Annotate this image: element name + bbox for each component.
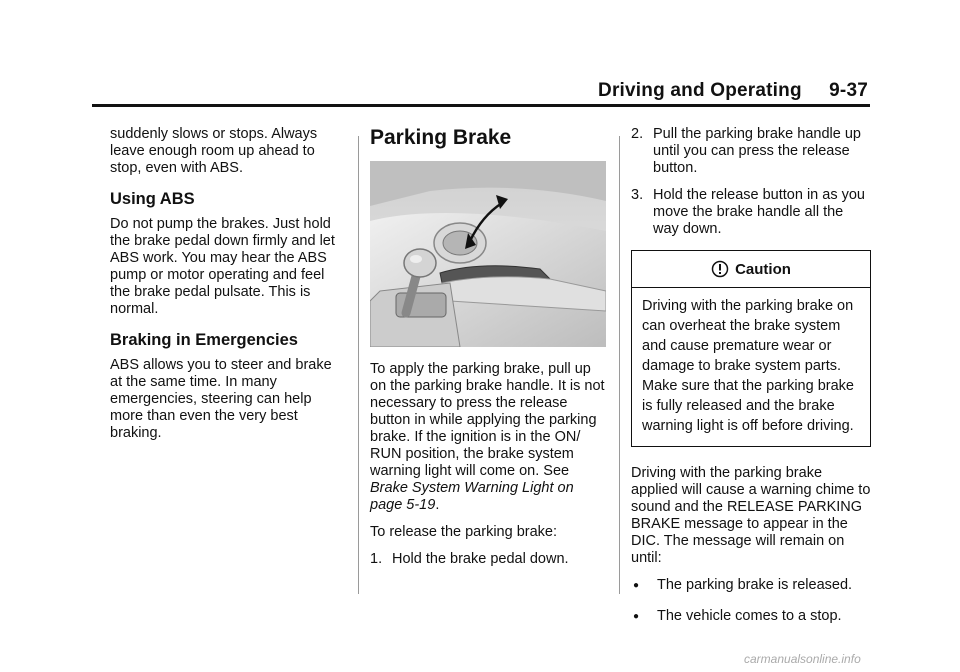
intro-paragraph: suddenly slows or stops. Always leave enough room up ahead to stop, even with ABS. [110, 126, 318, 176]
bullet-icon: ● [633, 611, 640, 622]
column-divider-1 [358, 136, 359, 594]
bullet-icon: ● [633, 580, 640, 591]
list-item: ● The vehicle comes to a stop. [633, 608, 842, 624]
warning-icon [711, 260, 729, 278]
apply-brake-paragraph: To apply the parking brake, pull up on the parking brake handle. It is not necessary to press the release button in while applying the parking brake. If the ignition is in the ON/ RUN position, the brake system warning light will come on. See Brake System Warning Light on page 5-19. [370, 361, 605, 513]
step-2: 2. Pull the parking brake handle up until you can press the release button. [631, 126, 861, 176]
watermark: carmanualsonline.info [744, 652, 861, 666]
page-header-title: Driving and Operating 9-37 [598, 80, 868, 101]
column-divider-2 [619, 136, 620, 594]
release-intro: To release the parking brake: [370, 524, 557, 540]
step-1: 1. Hold the brake pedal down. [370, 551, 569, 567]
caution-header [632, 251, 870, 288]
parking-brake-heading: Parking Brake [370, 126, 512, 149]
caution-text: Driving with the parking brake on can overheat the brake system and cause premature wear or damage to brake system parts. Make sure that the parking brake is fully released and the brake warning light is off before driving. [642, 298, 854, 434]
step-3: 3. Hold the release button in as you move the brake handle all the way down. [631, 187, 865, 237]
braking-emergencies-heading: Braking in Emergencies [110, 331, 298, 349]
using-abs-heading: Using ABS [110, 190, 195, 208]
brake-warning-light-reference[interactable]: Brake System Warning Light on page 5-19 [370, 480, 574, 513]
parking-brake-illustration [370, 161, 606, 347]
column-1 [110, 126, 342, 452]
column-3 [631, 126, 871, 639]
header-rule [92, 104, 870, 107]
using-abs-paragraph: Do not pump the brakes. Just hold the brake pedal down firmly and let ABS work. You may hear the ABS pump or motor operating and feel the brake pedal pulsate. This is normal. [110, 216, 335, 317]
list-item: ● The parking brake is released. [633, 577, 853, 593]
warning-chime-paragraph: Driving with the parking brake applied will cause a warning chime to sound and the RELEASE PARKING BRAKE message to appear in the DIC. The message will remain on until: [631, 465, 871, 566]
caution-box [631, 250, 871, 447]
braking-emergencies-paragraph: ABS allows you to steer and brake at the same time. In many emergencies, steering can help more than even the very best braking. [110, 357, 332, 441]
caution-title: Caution [735, 260, 791, 278]
column-2 [370, 126, 606, 578]
